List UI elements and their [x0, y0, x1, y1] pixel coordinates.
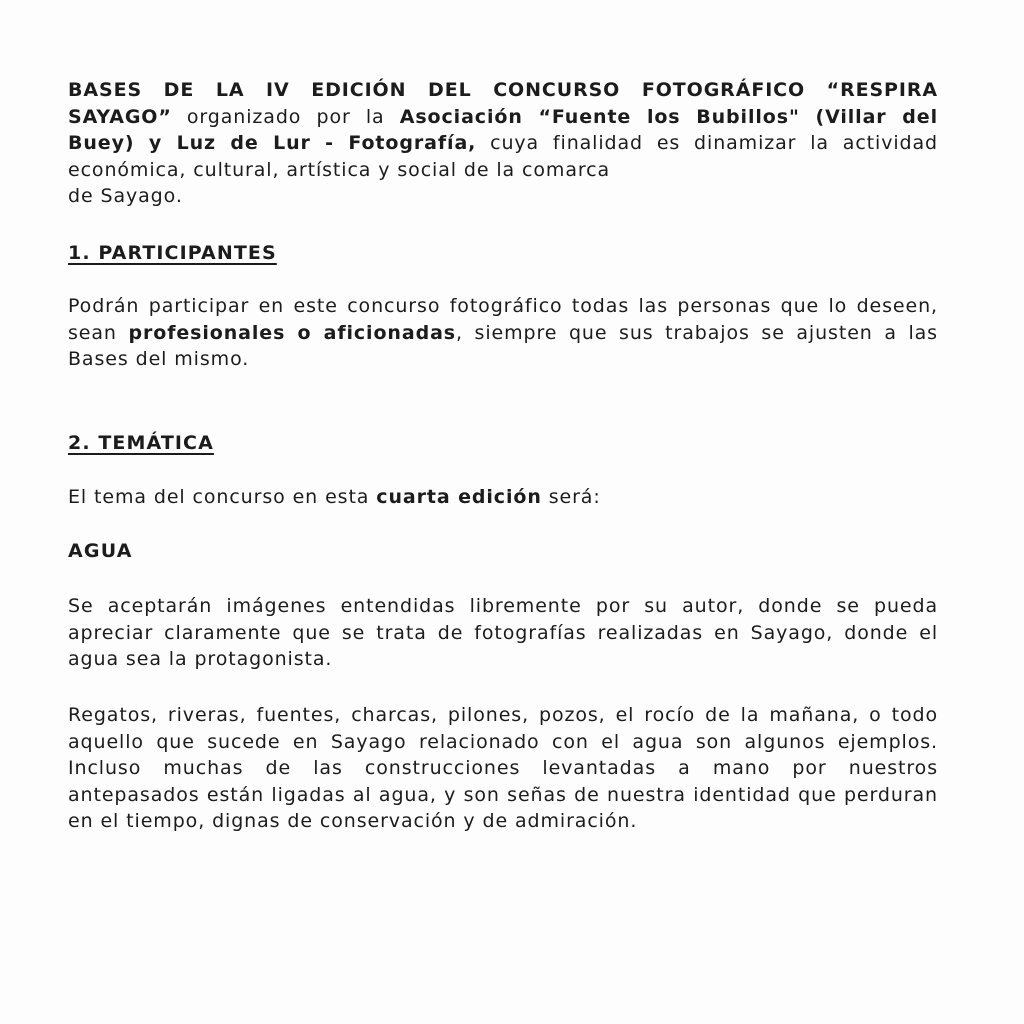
theme-examples-paragraph: Regatos, riveras, fuentes, charcas, pilones, pozos, el rocío de la mañana, o todo aquello que sucede en Sayago relacionado con el agua son algunos ejemplos. Incluso muchas de las construcciones levantadas a mano por nuestros antepasados están ligadas al agua, y son señas de nuestra identidad que perduran en el tiempo, dignas de conservación y de admiración. [68, 704, 938, 832]
organized-by-text: organizado por la [171, 105, 400, 128]
purpose-text: cuya finalidad es dinamizar la actividad económica, cultural, artística y social de la comarca [68, 132, 938, 181]
section-heading-tematica: 2. TEMÁTICA [68, 432, 214, 454]
theme-edition-emphasis: cuarta edición [376, 486, 542, 508]
purpose-text-end: de Sayago. [68, 185, 183, 207]
theme-description-paragraph: Se aceptarán imágenes entendidas libremente por su autor, donde se pueda apreciar claramente que se trata de fotografías realizadas en Sayago, donde el agua sea la protagonista. [68, 595, 938, 670]
participantes-text-start: Podrán participar en este concurso fotográfico todas las personas que lo deseen, sean [68, 295, 938, 344]
participantes-text-end: , siempre que sus trabajos se ajusten a las Bases del mismo. [68, 321, 938, 370]
theme-intro-paragraph [68, 484, 938, 511]
theme-text-end: será: [541, 486, 601, 508]
participantes-emphasis: profesionales o aficionadas [128, 321, 456, 344]
section-heading-participantes: 1. PARTICIPANTES [68, 242, 277, 264]
participantes-paragraph [68, 293, 938, 373]
intro-paragraph [68, 77, 938, 210]
theme-text-start: El tema del concurso en esta [68, 486, 377, 508]
organizers-name: Asociación “Fuente los Bubillos" (Villar del Buey) y Luz de Lur - Fotografía, [68, 105, 939, 154]
contest-title: BASES DE LA IV EDICIÓN DEL CONCURSO FOTOGRÁFICO “RESPIRA SAYAGO” [68, 79, 938, 128]
theme-name: AGUA [68, 540, 133, 562]
